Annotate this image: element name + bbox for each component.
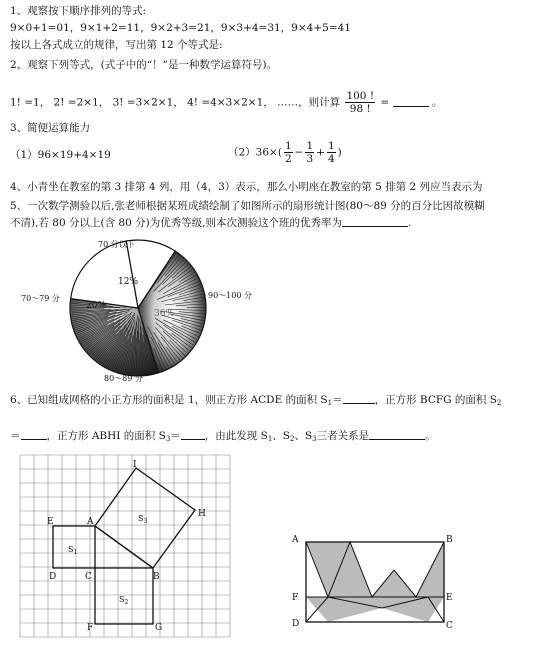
pie-chart <box>0 236 540 396</box>
q6-blank-s1[interactable] <box>343 393 375 404</box>
grid-label-I: I <box>133 460 137 470</box>
q2-body: 1! =1， 2! =2×1， 3! =3×2×1， 4! =4×3×2×1， ……，则计算 $\frac{100 !}{98 !}$ = 。 <box>10 90 443 115</box>
shaded-region-2 <box>372 570 416 597</box>
grid-lines <box>20 455 230 637</box>
grid-label-S1: $S_1$ <box>68 545 78 556</box>
q3-title: 3、简便运算能力 <box>10 122 91 134</box>
q6-blank-s3[interactable] <box>181 429 205 440</box>
rect-label-A: A <box>292 535 299 545</box>
q5-line2: 不清),若 80 分以上(含 80 分)为优秀等级,则本次测验这个班的优秀率为 . <box>10 217 412 229</box>
q5-answer-blank[interactable] <box>342 216 408 227</box>
q3-part2: （2）36×( $\frac{1}{2}$ − $\frac{1}{3}$ + $\frac{1}{4}$ ) <box>228 140 342 165</box>
pie-label-90-100: 90～100 分 <box>208 291 252 300</box>
q2-title: 2、观察下列等式，(式子中的“！”是一种数学运算符号)。 <box>10 59 278 71</box>
rect-label-E: E <box>446 593 453 603</box>
grid-label-S3: $S_3$ <box>138 514 148 525</box>
pie-value-12: 12% <box>118 277 139 287</box>
grid-label-H: H <box>198 509 206 519</box>
rect-label-B: B <box>446 535 453 545</box>
grid-label-D: D <box>49 572 57 582</box>
rectangle-figure <box>288 530 478 640</box>
q3-part1: （1）96×19+4×19 <box>10 149 111 161</box>
q2-answer-blank[interactable] <box>393 96 429 107</box>
rect-label-D: D <box>292 619 300 629</box>
q6-blank-relation[interactable] <box>369 429 425 440</box>
pie-label-80-89: 80～89 分 <box>104 374 143 383</box>
grid-label-F: F <box>87 623 94 633</box>
q1-title: 1、观察按下顺序排列的等式: <box>10 5 147 17</box>
q2-text: 1! =1， 2! =2×1， 3! =3×2×1， 4! =4×3×2×1， ……，则计算 <box>10 96 341 109</box>
pie-label-below70: 70 分以下 <box>98 240 135 249</box>
pie-slice-70-79 <box>71 241 138 308</box>
q3-frac-3: $\frac{1}{4}$ <box>327 140 335 165</box>
grid-label-B: B <box>153 572 160 582</box>
q1-ask: 按以上各式成立的规律，写出第 12 个等式是: <box>10 39 223 51</box>
q2-fraction <box>345 90 375 115</box>
grid-label-A: A <box>87 517 94 527</box>
grid-label-G: G <box>155 623 163 633</box>
rect-label-C: C <box>446 621 453 631</box>
q3-part2-prefix: （2）36×( <box>228 146 282 159</box>
q5-line1: 5、一次数学测验以后,张老师根据某班成绩绘制了如图所示的扇形统计图(80～89 分的百分比因故模糊 <box>10 200 485 212</box>
q1-equations: 9×0+1=01，9×1+2=11，9×2+3=21，9×3+4=31，9×4+5=41 <box>10 22 351 34</box>
grid-label-C: C <box>85 572 92 582</box>
q3-frac-1: $\frac{1}{2}$ <box>284 140 292 165</box>
grid-label-E: E <box>47 517 54 527</box>
q3-frac-2: $\frac{1}{3}$ <box>306 140 314 165</box>
shaded-band <box>306 597 444 622</box>
pie-value-36: 36% <box>154 309 175 319</box>
q2-equals: = <box>380 96 390 109</box>
grid-figure <box>15 448 245 648</box>
rect-label-F: F <box>292 593 299 603</box>
pie-value-20: 20% <box>86 301 107 311</box>
q2-frac-num: 100 ! <box>346 90 375 102</box>
q6-blank-s2[interactable] <box>21 429 47 440</box>
q4-text: 4、小青坐在教室的第 3 排第 4 列，用（4，3）表示，那么小明座在教室的第 5 排第 2 列应当表示为 <box>10 181 483 193</box>
grid-label-S2: $S_2$ <box>119 595 129 606</box>
pie-label-70-79: 70～79 分 <box>21 294 60 303</box>
square-acde <box>53 526 95 568</box>
q2-frac-den: 98 ! <box>349 103 371 115</box>
q6: 6、已知组成网格的小正方形的面积是 1，则正方形 ACDE 的面积 $S_1=$ ，正方形 BCFG 的面积 $S_2$ ＝ ，正方形 ABHI 的面积 $S_3=$ ，由此发现 $S_1$、$S_2$、$S_3$三者关系是 。 <box>10 394 502 443</box>
